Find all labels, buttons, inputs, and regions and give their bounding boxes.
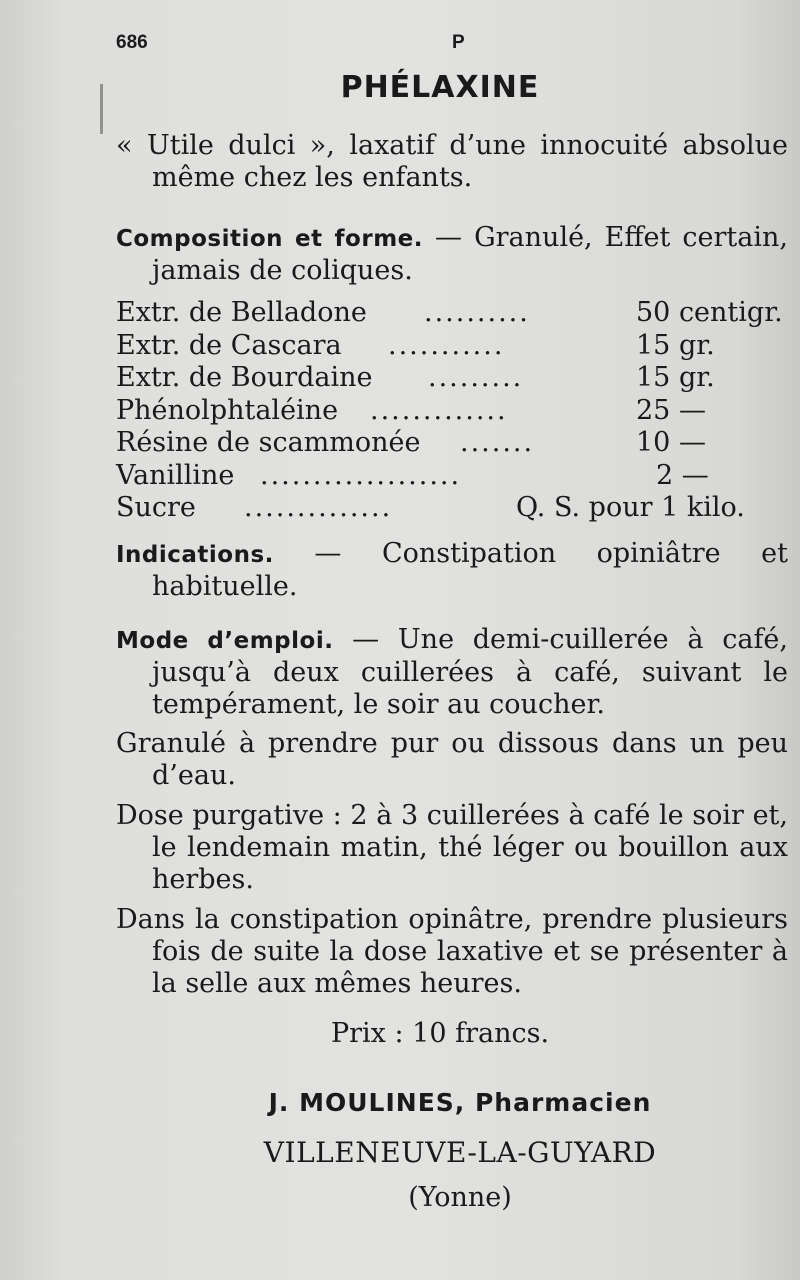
mode-paragraph	[116, 624, 788, 721]
ingredient-row	[116, 492, 788, 525]
mode-block	[116, 624, 788, 721]
composition-block	[116, 222, 788, 287]
ingredient-row	[116, 460, 788, 493]
ingredient-row	[116, 330, 788, 363]
ingredient-quantity: 2 —	[656, 459, 709, 491]
ingredient-quantity: 50 centigr.	[636, 297, 783, 328]
paragraph-text: Granulé à prendre pur ou dissous dans un peu d’eau.	[116, 728, 788, 791]
product-title: PHÉLAXINE	[340, 70, 540, 105]
leader-dots: .............	[370, 394, 508, 426]
ingredient-name: Résine de scammonée	[116, 427, 421, 458]
ingredients-list	[116, 297, 788, 525]
pharmacist-name: J. MOULINES, Pharmacien	[268, 1088, 652, 1117]
indications-paragraph	[116, 538, 788, 603]
ingredient-quantity: 15 gr.	[636, 362, 715, 393]
mode-label: Mode d’emploi.	[116, 628, 334, 654]
ingredient-row	[116, 395, 788, 428]
ingredient-name: Extr. de Belladone	[116, 297, 367, 328]
ingredient-quantity: Q. S. pour 1 kilo.	[516, 492, 745, 523]
leader-dots: .........	[428, 362, 524, 393]
leader-dots: ...................	[260, 459, 462, 491]
ingredient-name: Sucre	[116, 492, 196, 523]
usage-paragraph-3	[116, 904, 788, 1000]
page-number: 686	[116, 32, 148, 53]
indications-text: — Constipation opiniâtre et habituelle.	[152, 538, 788, 602]
usage-paragraph-2	[116, 800, 788, 896]
mode-text: — Une demi-cuillerée à café, jusqu’à deux cuillerées à café, suivant le tempérament, le soir au coucher.	[152, 624, 788, 720]
leader-dots: ...........	[388, 329, 505, 361]
ingredient-row	[116, 362, 788, 395]
ingredient-row	[116, 427, 788, 460]
ingredient-quantity: 15 gr.	[636, 329, 715, 361]
intro-paragraph: « Utile dulci », laxatif d’une innocuité absolue même chez les enfants.	[116, 130, 788, 193]
composition-paragraph	[116, 222, 788, 287]
leader-dots: ..............	[244, 492, 393, 523]
leader-dots: .......	[460, 427, 535, 458]
ingredient-name: Phénolphtaléine	[116, 394, 339, 426]
ingredient-name: Vanilline	[116, 459, 235, 491]
leader-dots: ..........	[424, 297, 530, 328]
section-letter: P	[452, 32, 465, 53]
town-name: VILLENEUVE-LA-GUYARD	[263, 1136, 657, 1169]
composition-text: — Granulé, Effet certain, jamais de coliques.	[152, 222, 788, 286]
price-line: Prix : 10 francs.	[330, 1018, 550, 1049]
ingredient-row	[116, 297, 788, 330]
ingredient-name: Extr. de Cascara	[116, 329, 342, 361]
ingredient-quantity: 10 —	[636, 427, 706, 458]
department-name: (Yonne)	[408, 1182, 512, 1213]
indications-block	[116, 538, 788, 603]
paragraph-text: Dose purgative : 2 à 3 cuillerées à café le soir et, le lendemain matin, thé léger ou bouillon aux herbes.	[116, 800, 788, 895]
ingredient-name: Extr. de Bourdaine	[116, 362, 373, 393]
composition-label: Composition et forme.	[116, 226, 424, 252]
paragraph-text: Dans la constipation opinâtre, prendre plusieurs fois de suite la dose laxative et se présenter à la selle aux mêmes heures.	[116, 904, 788, 999]
indications-label: Indications.	[116, 542, 274, 568]
running-header	[0, 28, 800, 58]
intro-block	[116, 130, 788, 194]
ingredient-quantity: 25 —	[636, 394, 706, 426]
usage-paragraph-1	[116, 728, 788, 792]
